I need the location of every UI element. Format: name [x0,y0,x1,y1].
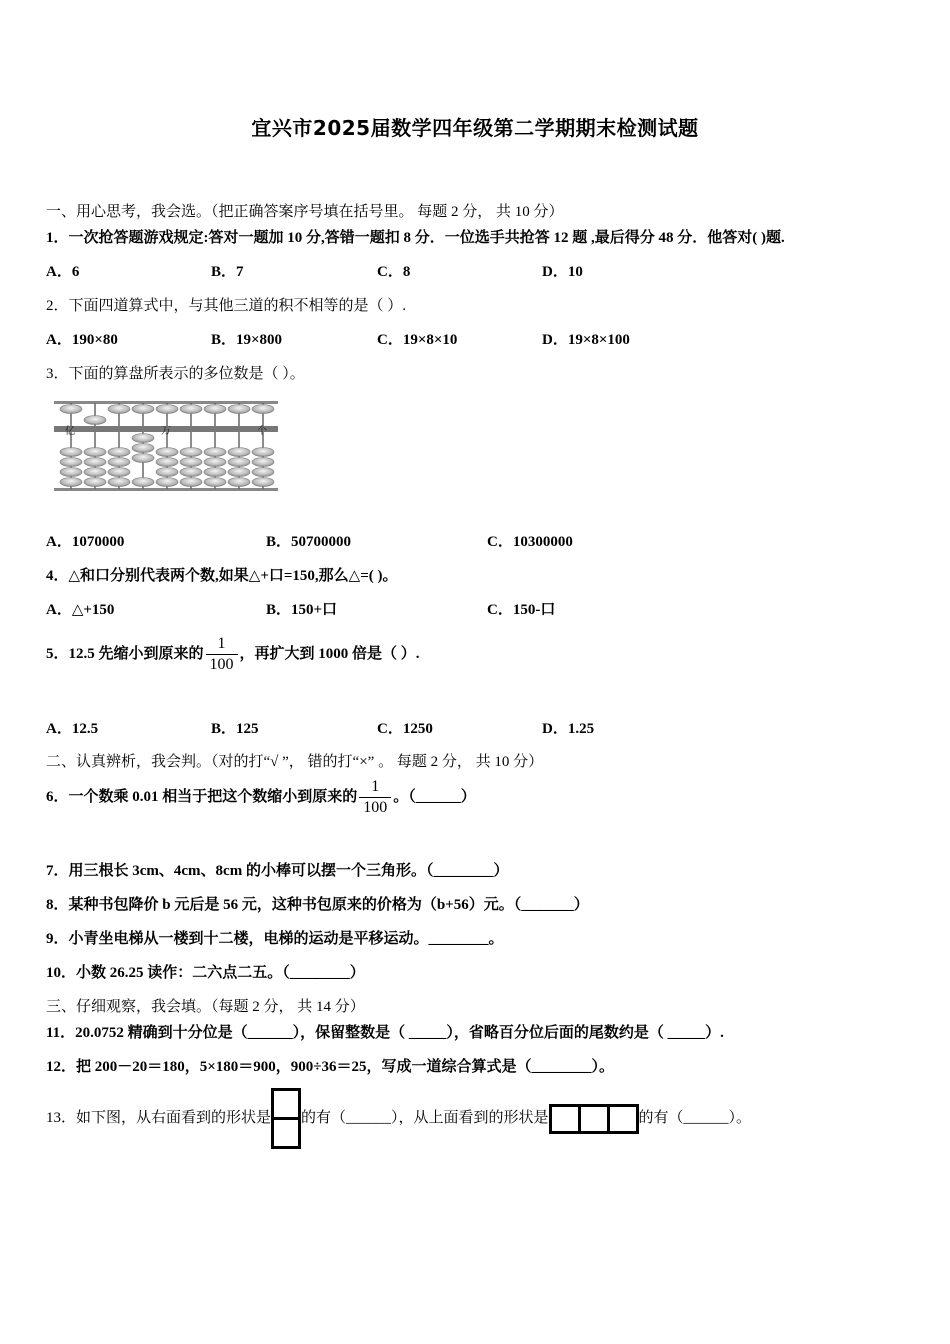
q4-option-a: A．△+150 [46,602,115,618]
q4-option-b: B．150+口 [266,602,338,618]
q2-option-b: B．19×800 [211,332,283,348]
question-6 [46,777,476,818]
q13-part2: 的有（______），从上面看到的形状是 [301,1109,549,1126]
q5-option-d: D．1.25 [542,721,595,737]
question-5 [46,634,420,675]
question-4: 4．△和口分别代表两个数,如果△+口=150,那么△=( )。 [46,568,398,584]
page-title: 宜兴市2025届数学四年级第二学期期末检测试题 [251,116,699,140]
q1-option-a: A．6 [46,264,80,280]
q5-option-b: B．125 [211,721,259,737]
question-8: 8．某种书包降价 b 元后是 56 元，这种书包原来的价格为（b+56）元。（_______） [46,897,589,913]
q5-option-a: A．12.5 [46,721,99,737]
q13-part3: 的有（______）。 [638,1109,752,1126]
abacus-figure [52,398,282,494]
top-view-shape [549,1104,639,1134]
section-3-heading: 三、仔细观察，我会填。（每题 2 分， 共 14 分） [46,999,365,1015]
q4-option-c: C．150-口 [487,602,556,618]
right-view-shape [271,1088,301,1149]
abacus-label-wan: 万 [161,426,171,437]
q1-option-b: B．7 [211,264,244,280]
q3-option-c: C．10300000 [487,534,573,550]
q5-suffix: ，再扩大到 1000 倍是（ ）. [239,645,420,662]
q5-prefix: 5．12.5 先缩小到原来的 [46,645,204,662]
question-7: 7．用三根长 3cm、4cm、8cm 的小棒可以摆一个三角形。（________） [46,863,509,879]
question-12: 12．把 200－20＝180，5×180＝900，900÷36＝25，写成一道综合算式是（________）。 [46,1059,615,1075]
q5-option-c: C．1250 [377,721,433,737]
q2-option-a: A．190×80 [46,332,118,348]
question-11: 11．20.0752 精确到十分位是（______），保留整数是（ _____），省略百分位后面的尾数约是（ _____）. [46,1025,724,1041]
q3-option-a: A．1070000 [46,534,125,550]
q6-suffix: 。（______） [393,788,476,805]
q5-fraction [206,634,238,675]
q3-option-b: B．50700000 [266,534,352,550]
question-3: 3．下面的算盘所表示的多位数是（ ）。 [46,366,305,382]
section-2-heading: 二、认真辨析，我会判。（对的打“√ ”， 错的打“×” 。 每题 2 分， 共 10 分） [46,754,544,770]
q6-frac-num: 1 [371,778,380,795]
question-13 [46,1088,751,1149]
q6-prefix: 6．一个数乘 0.01 相当于把这个数缩小到原来的 [46,788,358,805]
question-10: 10．小数 26.25 读作：二六点二五。（________） [46,965,365,981]
q13-part1: 13．如下图，从右面看到的形状是 [46,1109,272,1126]
q5-frac-num: 1 [217,635,226,652]
q6-fraction [359,777,391,818]
q1-option-c: C．8 [377,264,411,280]
abacus-label-ge: 个 [257,426,267,437]
q2-option-c: C．19×8×10 [377,332,458,348]
abacus-label-yi: 亿 [65,426,75,437]
q6-frac-den: 100 [359,797,391,818]
q1-option-d: D．10 [542,264,583,280]
question-2: 2．下面四道算式中，与其他三道的积不相等的是（ ）. [46,298,407,314]
question-9: 9．小青坐电梯从一楼到十二楼，电梯的运动是平移运动。________。 [46,931,504,947]
section-1-heading: 一、用心思考，我会选。（把正确答案序号填在括号里。 每题 2 分， 共 10 分） [46,204,564,220]
q2-option-d: D．19×8×100 [542,332,630,348]
question-1: 1．一次抢答题游戏规定:答对一题加 10 分,答错一题扣 8 分．一位选手共抢答 12 题 ,最后得分 48 分．他答对( )题. [46,230,785,246]
q5-frac-den: 100 [206,654,238,675]
